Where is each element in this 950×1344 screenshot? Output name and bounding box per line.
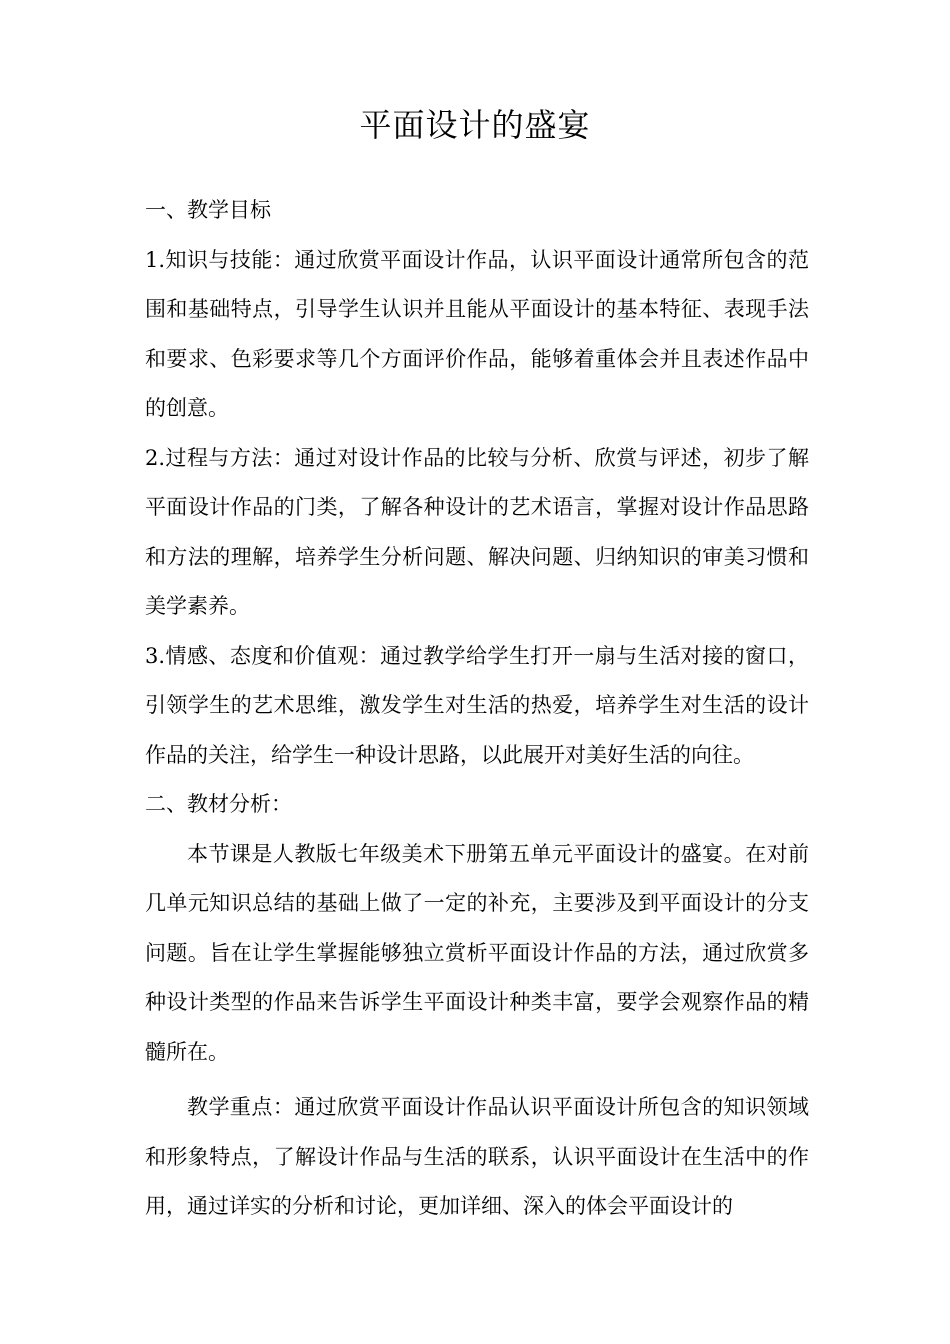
paragraph-material-analysis: 本节课是人教版七年级美术下册第五单元平面设计的盛宴。在对前几单元知识总结的基础上做了一定的补充，主要涉及到平面设计的分支问题。旨在让学生掌握能够独立赏析平面设计作品的方法，通过欣赏多种设计类型的作品来告诉学生平面设计种类丰富，要学会观察作品的精髓所在。	[145, 841, 809, 1064]
paragraph-process-method: 2.过程与方法：通过对设计作品的比较与分析、欣赏与评述，初步了解平面设计作品的门类，了解各种设计的艺术语言，掌握对设计作品思路和方法的理解，培养学生分析问题、解决问题、归纳知识的审美习惯和美学素养。	[145, 445, 809, 618]
paragraph-teaching-focus: 教学重点：通过欣赏平面设计作品认识平面设计所包含的知识领域和形象特点，了解设计作品与生活的联系，认识平面设计在生活中的作用，通过详实的分析和讨论，更加详细、深入的体会平面设计的	[145, 1095, 809, 1218]
document-body	[145, 186, 809, 1232]
paragraph-emotion-values: 3.情感、态度和价值观：通过教学给学生打开一扇与生活对接的窗口，引领学生的艺术思维，激发学生对生活的热爱，培养学生对生活的设计作品的关注，给学生一种设计思路，以此展开对美好生活的向往。	[145, 643, 809, 767]
section-heading-objectives: 一、教学目标	[145, 198, 271, 222]
paragraph-knowledge-skills: 1.知识与技能：通过欣赏平面设计作品，认识平面设计通常所包含的范围和基础特点，引导学生认识并且能从平面设计的基本特征、表现手法和要求、色彩要求等几个方面评价作品，能够着重体会并且表述作品中的创意。	[145, 247, 809, 420]
document-title: 平面设计的盛宴	[359, 106, 591, 144]
section-heading-material-analysis: 二、教材分析：	[145, 792, 292, 816]
